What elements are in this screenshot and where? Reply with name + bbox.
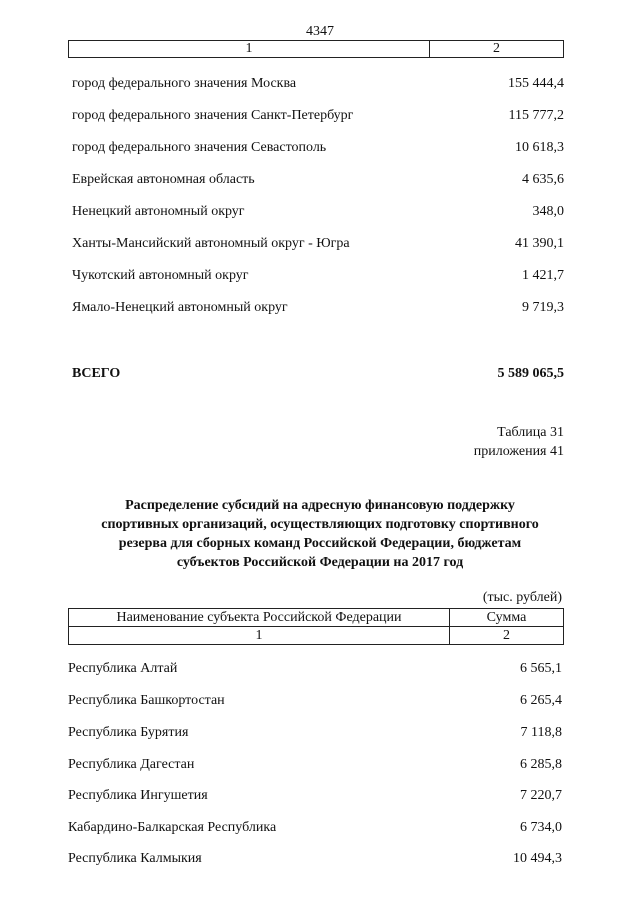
appendix-number: приложения 41	[473, 444, 564, 459]
table-row	[72, 203, 564, 221]
table-row	[68, 660, 562, 678]
region-name: Чукотский автономный округ	[72, 268, 249, 283]
region-name: Республика Дагестан	[68, 757, 195, 772]
table-row	[68, 787, 562, 805]
table-row	[68, 756, 562, 774]
title-line: резерва для сборных команд Российской Федерации, бюджетам	[118, 536, 522, 551]
region-name: город федерального значения Москва	[72, 76, 297, 91]
total-value: 5 589 065,5	[497, 366, 564, 381]
region-name: Республика Башкортостан	[68, 693, 225, 708]
table-row	[68, 724, 562, 742]
region-name: город федерального значения Севастополь	[72, 140, 327, 155]
table-row	[72, 107, 564, 125]
region-name: Еврейская автономная область	[72, 172, 255, 187]
region-amount: 10 494,3	[513, 851, 562, 866]
table-number: Таблица 31	[497, 425, 564, 440]
table-row	[72, 235, 564, 253]
table-row	[72, 171, 564, 189]
top-header-col1: 1	[69, 41, 430, 58]
region-name: Республика Алтай	[68, 661, 178, 676]
table-row	[68, 819, 562, 837]
top-header-col2: 2	[430, 41, 564, 58]
region-amount: 6 565,1	[520, 661, 562, 676]
units-note: (тыс. рублей)	[482, 590, 562, 605]
bottom-column-header	[68, 608, 564, 645]
region-name: город федерального значения Санкт-Петербург	[72, 108, 354, 123]
region-amount: 155 444,4	[508, 76, 564, 91]
table-row	[68, 850, 562, 868]
region-amount: 6 285,8	[520, 757, 562, 772]
region-name: Кабардино-Балкарская Республика	[68, 820, 277, 835]
table-reference	[474, 423, 564, 461]
title-line: субъектов Российской Федерации на 2017 год	[176, 555, 464, 570]
region-name: Ямало-Ненецкий автономный округ	[72, 300, 288, 315]
table-row	[72, 139, 564, 157]
region-amount: 4 635,6	[522, 172, 564, 187]
region-amount: 1 421,7	[522, 268, 564, 283]
region-name: Ненецкий автономный округ	[72, 204, 245, 219]
region-amount: 9 719,3	[522, 300, 564, 315]
region-amount: 41 390,1	[515, 236, 564, 251]
region-amount: 6 265,4	[520, 693, 562, 708]
header-number-2: 2	[450, 627, 564, 645]
total-row	[72, 366, 564, 382]
total-label: ВСЕГО	[72, 366, 121, 381]
region-amount: 115 777,2	[508, 108, 564, 123]
region-amount: 7 118,8	[520, 725, 562, 740]
header-name-column: Наименование субъекта Российской Федерации	[69, 609, 450, 627]
region-name: Республика Ингушетия	[68, 788, 208, 803]
table-row	[68, 692, 562, 710]
table-row	[72, 299, 564, 317]
table-row	[72, 267, 564, 285]
region-name: Республика Бурятия	[68, 725, 189, 740]
region-amount: 10 618,3	[515, 140, 564, 155]
title-line: спортивных организаций, осуществляющих подготовку спортивного	[101, 517, 539, 532]
region-name: Республика Калмыкия	[68, 851, 202, 866]
page-number: 4347	[306, 24, 334, 39]
title-line: Распределение субсидий на адресную финансовую поддержку	[125, 498, 515, 513]
region-name: Ханты-Мансийский автономный округ - Югра	[72, 236, 350, 251]
header-number-1: 1	[69, 627, 450, 645]
region-amount: 348,0	[532, 204, 564, 219]
header-sum-column: Сумма	[450, 609, 564, 627]
region-amount: 7 220,7	[520, 788, 562, 803]
top-column-header	[68, 40, 564, 58]
table-row	[72, 75, 564, 93]
region-amount: 6 734,0	[520, 820, 562, 835]
table-title	[60, 496, 580, 572]
